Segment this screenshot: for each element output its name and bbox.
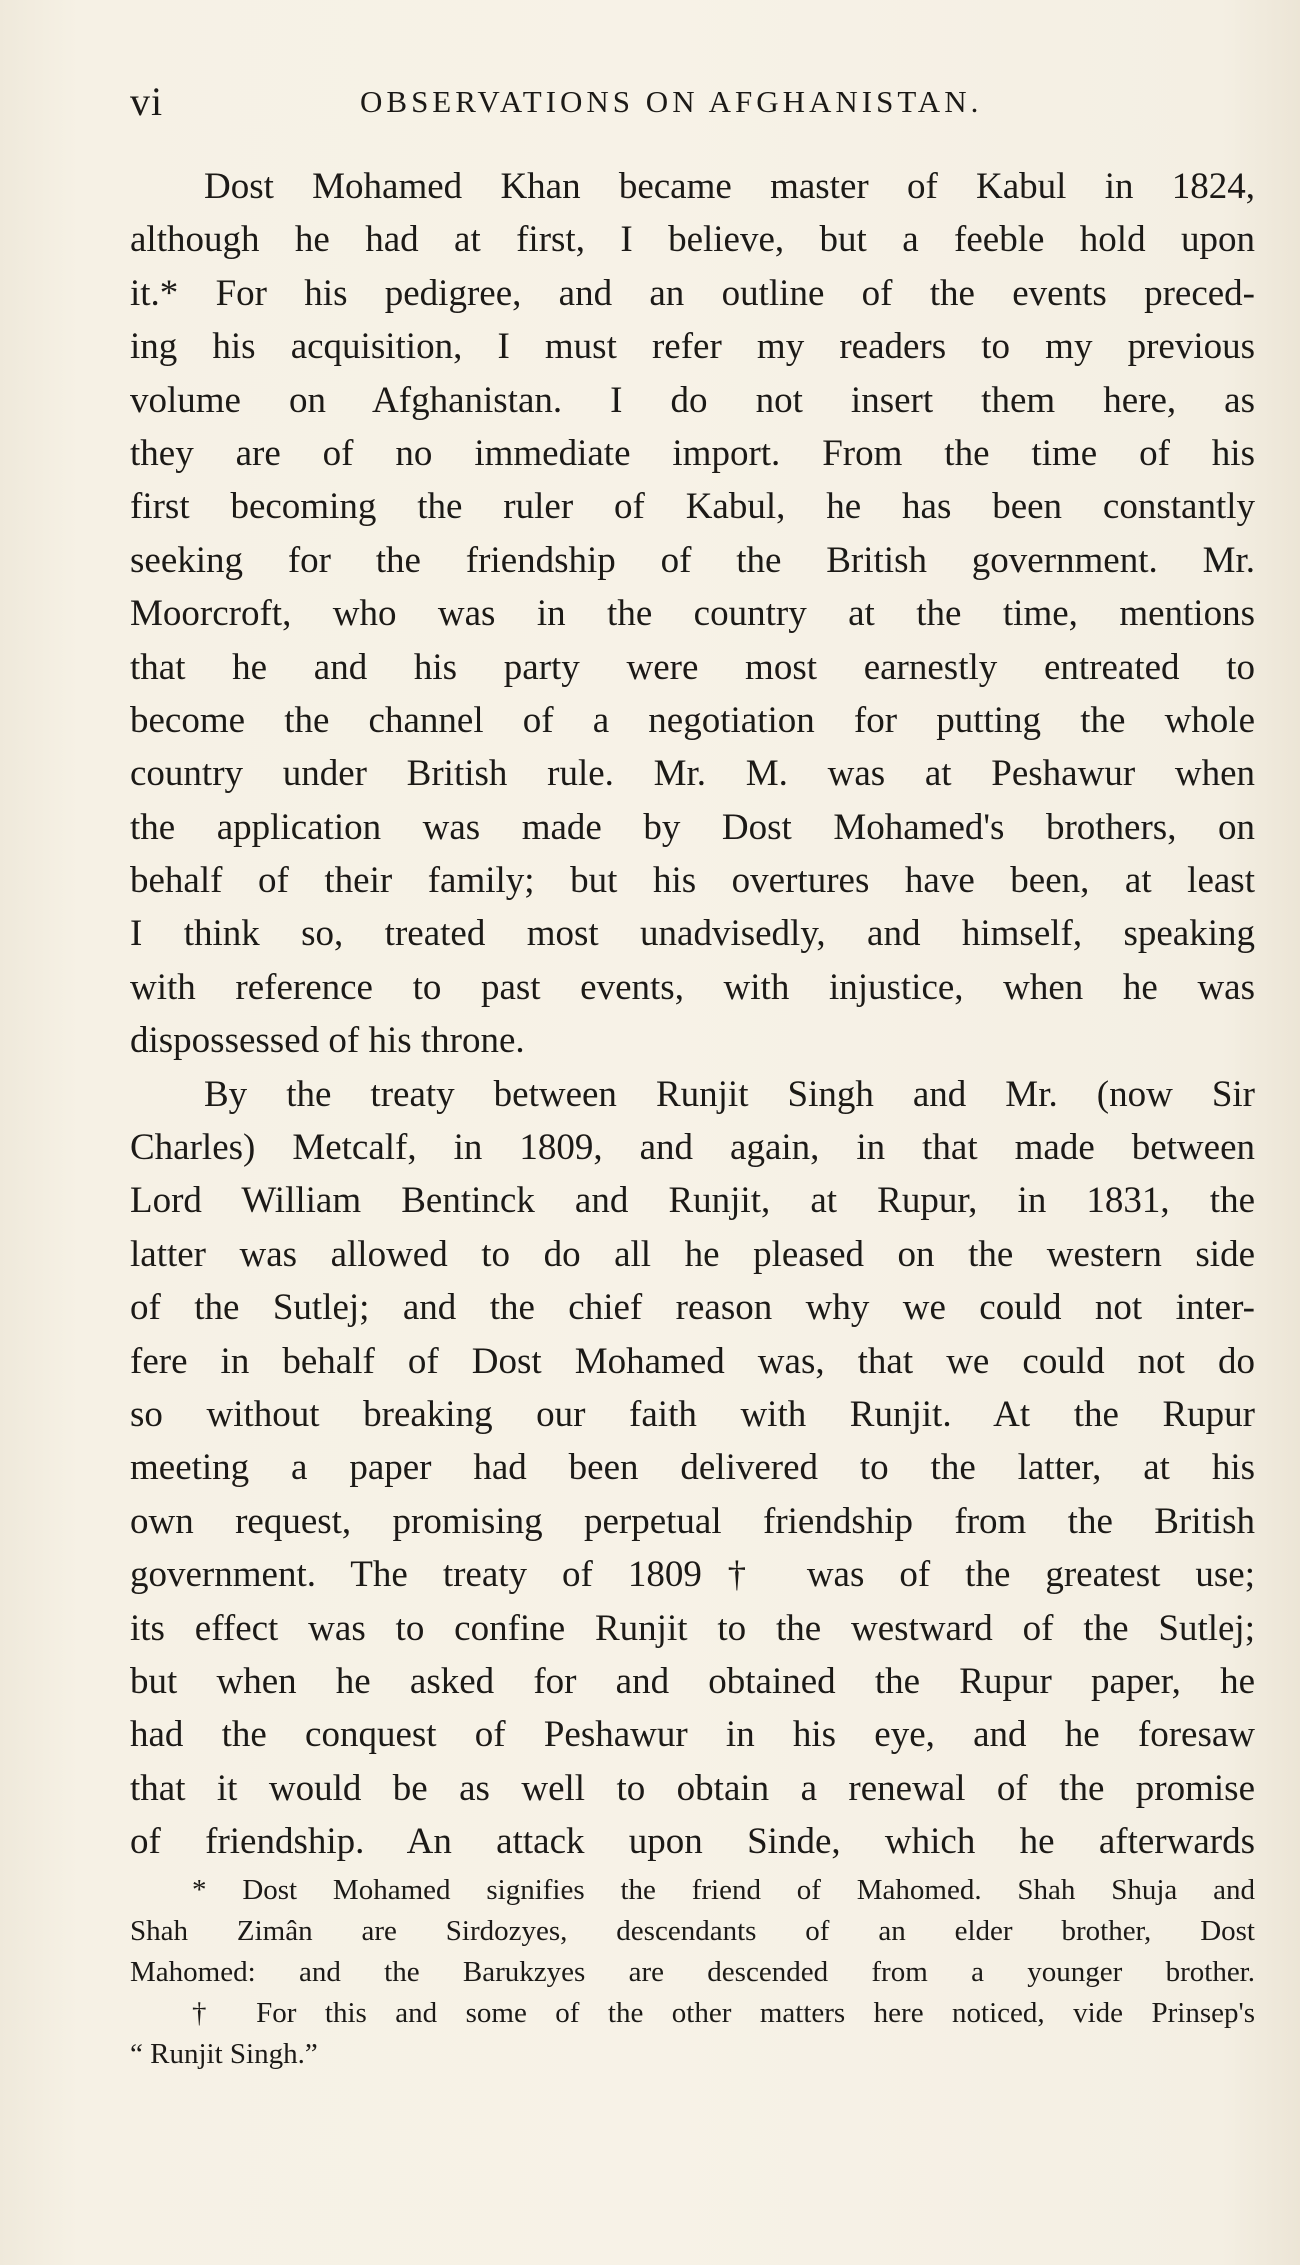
text-line: had the conquest of Peshawur in his eye, and he foresaw [130,1714,1255,1756]
text-line: volume on Afghanistan. I do not insert them here, as [130,379,1255,421]
footnote-line: Mahomed: and the Barukzyes are descended from a younger brother. [130,1956,1255,1988]
text-line: the application was made by Dost Mohamed's brothers, on [130,806,1255,848]
text-line: behalf of their family; but his overtures have been, at least [130,860,1255,902]
text-line: By the treaty between Runjit Singh and Mr. (now Sir [204,1073,1255,1115]
text-line: fere in behalf of Dost Mohamed was, that we could not do [130,1340,1255,1382]
footnote-line: † For this and some of the other matters here noticed, vide Prinsep's [192,1997,1255,2029]
text-line: government. The treaty of 1809† was of the greatest use; [130,1554,1255,1596]
text-line: dispossessed of his throne. [130,1020,525,1062]
text-line: but when he asked for and obtained the Rupur paper, he [130,1660,1255,1702]
text-line: Lord William Bentinck and Runjit, at Rupur, in 1831, the [130,1180,1255,1222]
text-line: own request, promising perpetual friendship from the British [130,1500,1255,1542]
text-line: so without breaking our faith with Runjit. At the Rupur [130,1393,1255,1435]
running-title: OBSERVATIONS ON AFGHANISTAN. [360,84,983,119]
text-line: of the Sutlej; and the chief reason why we could not inter- [130,1287,1255,1329]
text-line: that it would be as well to obtain a renewal of the promise [130,1767,1255,1809]
footnote-line: * Dost Mohamed signifies the friend of Mahomed. Shah Shuja and [192,1874,1255,1906]
page-number: vi [130,79,164,124]
running-head [130,78,1170,128]
text-line: become the channel of a negotiation for putting the whole [130,699,1255,741]
text-line: of friendship. An attack upon Sinde, which he afterwards [130,1821,1255,1863]
text-line: its effect was to confine Runjit to the westward of the Sutlej; [130,1607,1255,1649]
text-line: meeting a paper had been delivered to the latter, at his [130,1447,1255,1489]
text-line: latter was allowed to do all he pleased on the western side [130,1233,1255,1275]
footnote-line: Shah Zimân are Sirdozyes, descendants of an elder brother, Dost [130,1915,1255,1947]
text-line: country under British rule. Mr. M. was at Peshawur when [130,753,1255,795]
text-line: ing his acquisition, I must refer my readers to my previous [130,326,1255,368]
text-line: Dost Mohamed Khan became master of Kabul in 1824, [204,166,1255,207]
text-line: first becoming the ruler of Kabul, he has been constantly [130,486,1255,528]
body-text [130,160,1255,1869]
text-line: I think so, treated most unadvisedly, and himself, speaking [130,913,1255,955]
text-line: it.* For his pedigree, and an outline of the events preced- [130,272,1255,314]
footnote-line: “ Runjit Singh.” [130,2038,318,2070]
text-line: Moorcroft, who was in the country at the time, mentions [130,593,1255,635]
text-line: with reference to past events, with injustice, when he was [130,966,1255,1008]
text-line: seeking for the friendship of the British government. Mr. [130,539,1255,581]
text-line: although he had at first, I believe, but a feeble hold upon [130,219,1255,261]
text-line: that he and his party were most earnestly entreated to [130,646,1255,688]
footnotes [130,1870,1255,2075]
text-line: they are of no immediate import. From the time of his [130,432,1255,474]
text-line: Charles) Metcalf, in 1809, and again, in that made between [130,1127,1255,1169]
